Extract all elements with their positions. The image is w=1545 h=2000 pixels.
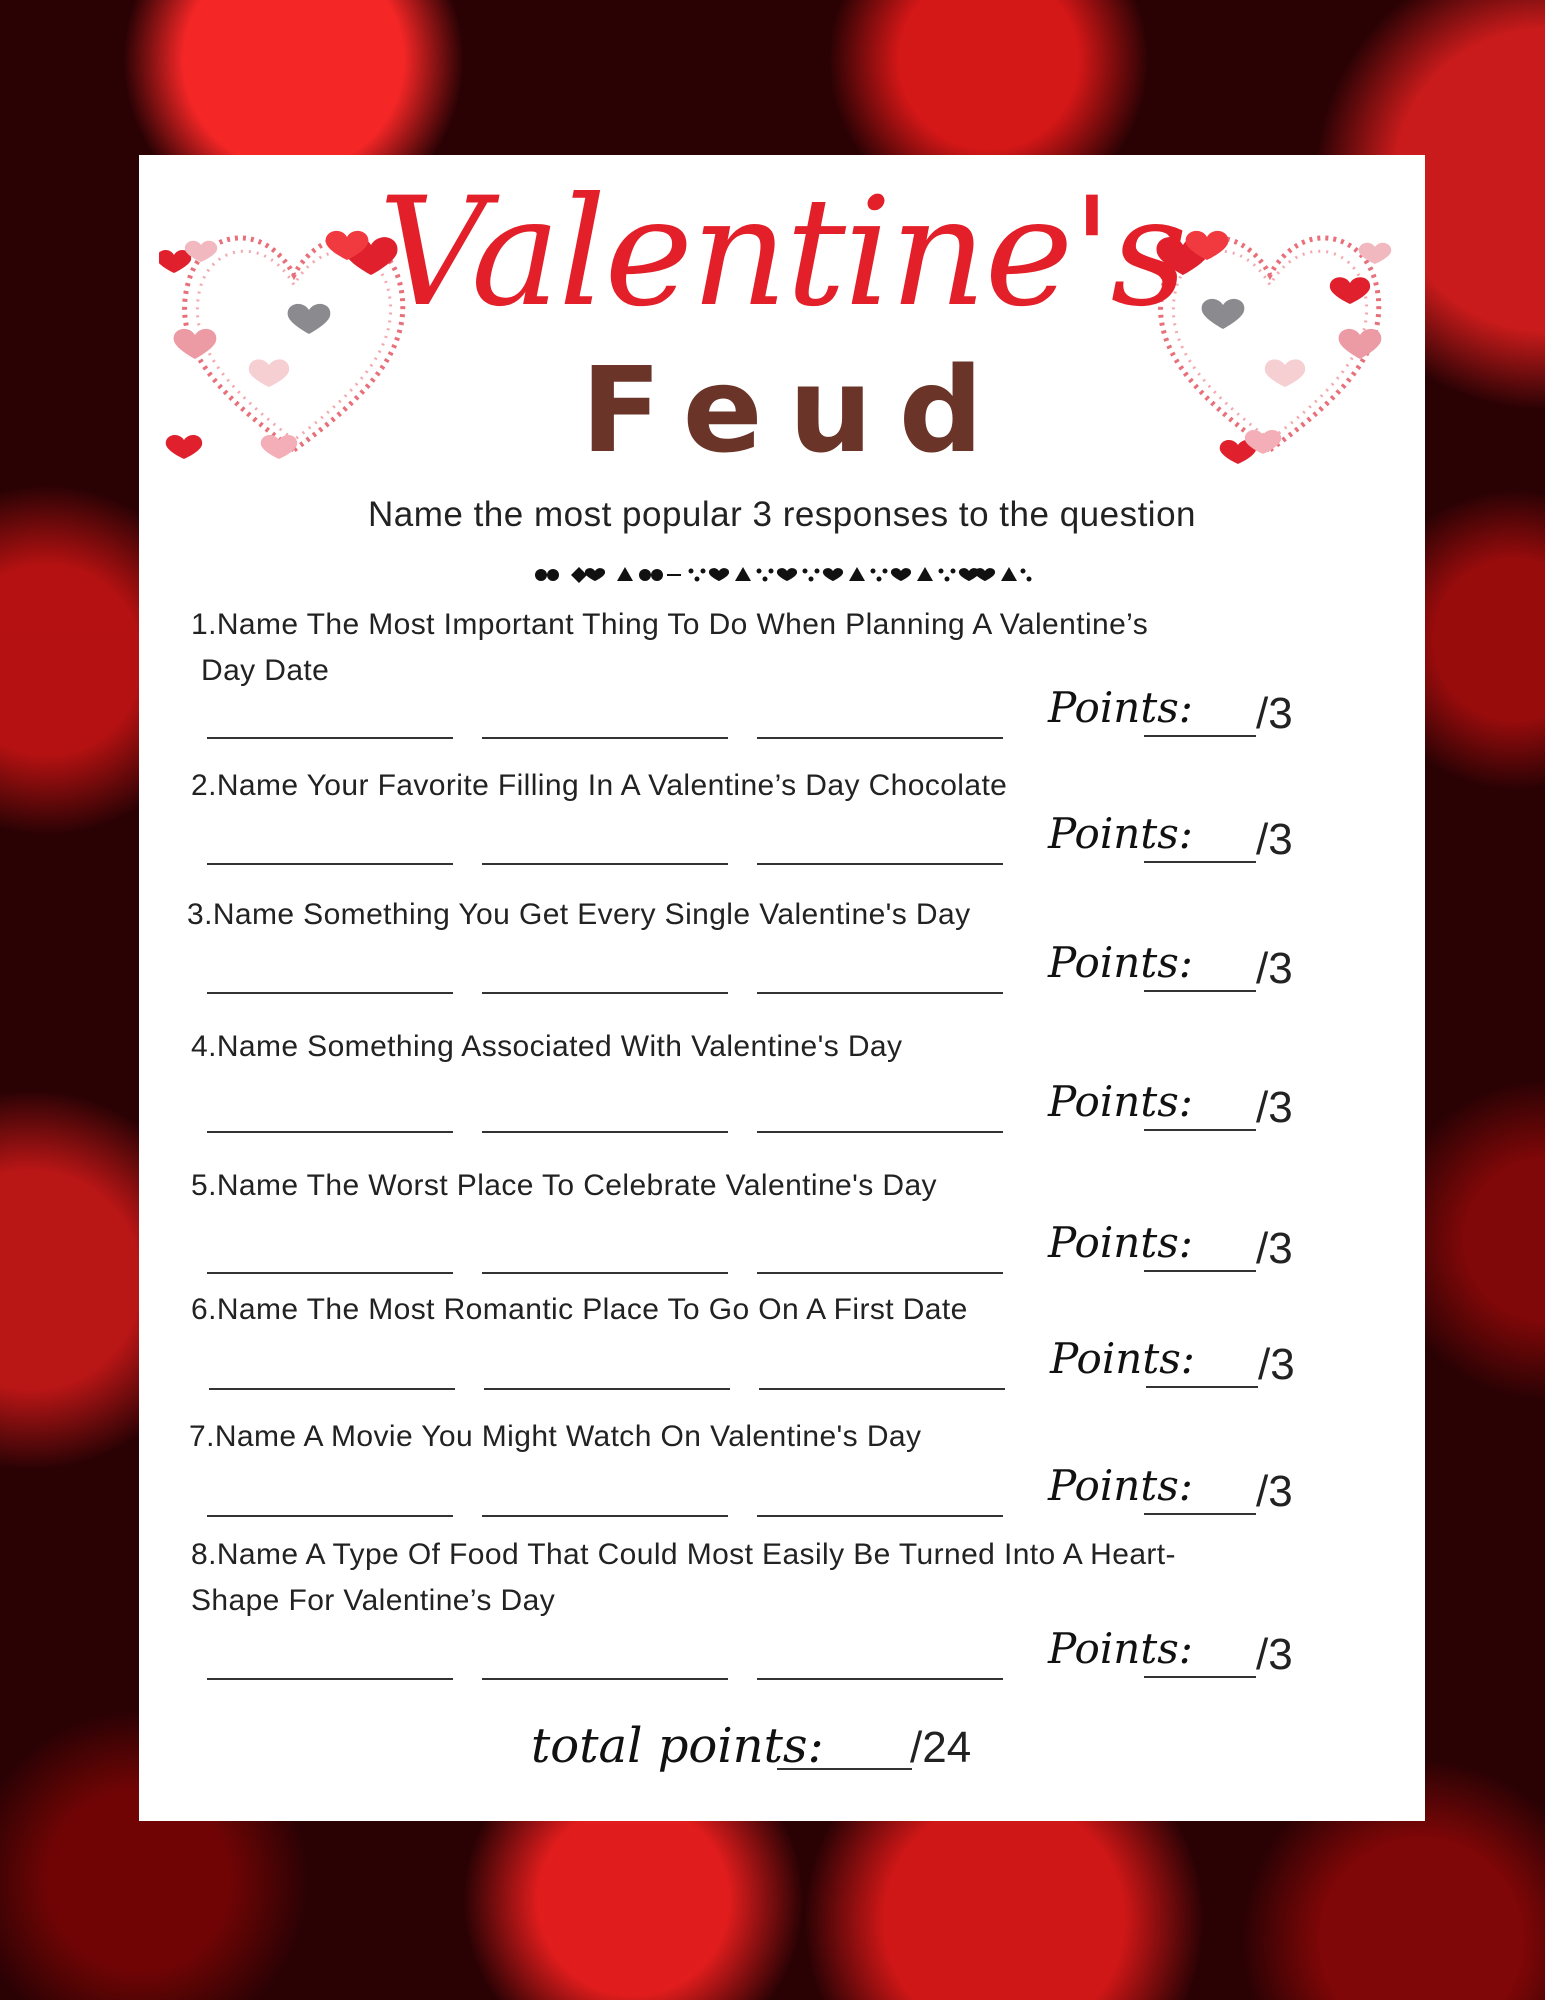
answer-blank[interactable] xyxy=(482,737,728,739)
total-points-label: total points: xyxy=(531,1718,824,1774)
question-6 xyxy=(191,1287,968,1333)
question-1 xyxy=(191,602,1148,694)
answer-blank[interactable] xyxy=(207,1678,453,1680)
question-7 xyxy=(189,1414,921,1460)
points-max: /3 xyxy=(1258,1340,1295,1389)
answer-blank[interactable] xyxy=(757,1515,1003,1517)
question-2 xyxy=(191,763,1007,809)
answer-blank[interactable] xyxy=(209,1388,455,1390)
answer-blank[interactable] xyxy=(207,737,453,739)
answer-blank[interactable] xyxy=(757,737,1003,739)
points-max: /3 xyxy=(1256,815,1293,864)
answer-blank[interactable] xyxy=(207,863,453,865)
points-blank[interactable] xyxy=(1144,1676,1256,1678)
answer-blank[interactable] xyxy=(207,1515,453,1517)
divider-ornament-icon xyxy=(531,563,1036,587)
points-blank[interactable] xyxy=(1144,1513,1256,1515)
question-text-continued: Shape For Valentine’s Day xyxy=(191,1584,556,1617)
points-blank[interactable] xyxy=(1144,1129,1256,1131)
answer-blank[interactable] xyxy=(759,1388,1005,1390)
answer-blank[interactable] xyxy=(207,1272,453,1274)
points-max: /3 xyxy=(1256,1467,1293,1516)
question-text: 8.Name A Type Of Food That Could Most Easily Be Turned Into A Heart- xyxy=(191,1538,1176,1571)
points-label: Points: xyxy=(1048,1461,1193,1510)
points-max: /3 xyxy=(1256,1224,1293,1273)
points-blank[interactable] xyxy=(1146,1386,1258,1388)
question-text: 1.Name The Most Important Thing To Do When Planning A Valentine’s xyxy=(191,608,1149,641)
answer-blank[interactable] xyxy=(757,1678,1003,1680)
total-points-blank[interactable] xyxy=(777,1768,912,1770)
points-blank[interactable] xyxy=(1144,990,1256,992)
answer-blank[interactable] xyxy=(482,1515,728,1517)
points-label: Points: xyxy=(1048,809,1193,858)
answer-blank[interactable] xyxy=(482,992,728,994)
points-max: /3 xyxy=(1256,689,1293,738)
answer-blank[interactable] xyxy=(482,863,728,865)
points-label: Points: xyxy=(1048,1218,1193,1267)
answer-blank[interactable] xyxy=(484,1388,730,1390)
question-text: 2.Name Your Favorite Filling In A Valentine’s Day Chocolate xyxy=(191,769,1008,802)
points-label: Points: xyxy=(1048,1624,1193,1673)
question-text: 5.Name The Worst Place To Celebrate Valentine's Day xyxy=(191,1169,937,1202)
answer-blank[interactable] xyxy=(757,1272,1003,1274)
question-text: 7.Name A Movie You Might Watch On Valentine's Day xyxy=(189,1420,922,1453)
question-4 xyxy=(191,1024,902,1070)
answer-blank[interactable] xyxy=(207,1131,453,1133)
instructions-text: Name the most popular 3 responses to the question xyxy=(367,495,1197,534)
worksheet-card xyxy=(139,155,1425,1821)
points-blank[interactable] xyxy=(1144,861,1256,863)
points-blank[interactable] xyxy=(1144,735,1256,737)
points-max: /3 xyxy=(1256,1630,1293,1679)
question-3 xyxy=(187,892,970,938)
title-script: Valentine's xyxy=(378,166,1186,340)
points-label: Points: xyxy=(1048,938,1193,987)
points-blank[interactable] xyxy=(1144,1270,1256,1272)
question-5 xyxy=(191,1163,937,1209)
title-feud: Feud xyxy=(580,341,1010,479)
points-label: Points: xyxy=(1050,1334,1195,1383)
answer-blank[interactable] xyxy=(207,992,453,994)
question-text-continued: Day Date xyxy=(201,654,330,687)
answer-blank[interactable] xyxy=(757,992,1003,994)
answer-blank[interactable] xyxy=(482,1131,728,1133)
points-label: Points: xyxy=(1048,1077,1193,1126)
points-max: /3 xyxy=(1256,1083,1293,1132)
points-max: /3 xyxy=(1256,944,1293,993)
answer-blank[interactable] xyxy=(757,1131,1003,1133)
question-text: 6.Name The Most Romantic Place To Go On A First Date xyxy=(191,1293,968,1326)
answer-blank[interactable] xyxy=(757,863,1003,865)
points-label: Points: xyxy=(1048,683,1193,732)
answer-blank[interactable] xyxy=(482,1272,728,1274)
total-points-max: /24 xyxy=(910,1723,972,1772)
question-text: 3.Name Something You Get Every Single Valentine's Day xyxy=(187,898,971,931)
answer-blank[interactable] xyxy=(482,1678,728,1680)
question-text: 4.Name Something Associated With Valentine's Day xyxy=(191,1030,903,1063)
question-8 xyxy=(191,1532,1176,1624)
